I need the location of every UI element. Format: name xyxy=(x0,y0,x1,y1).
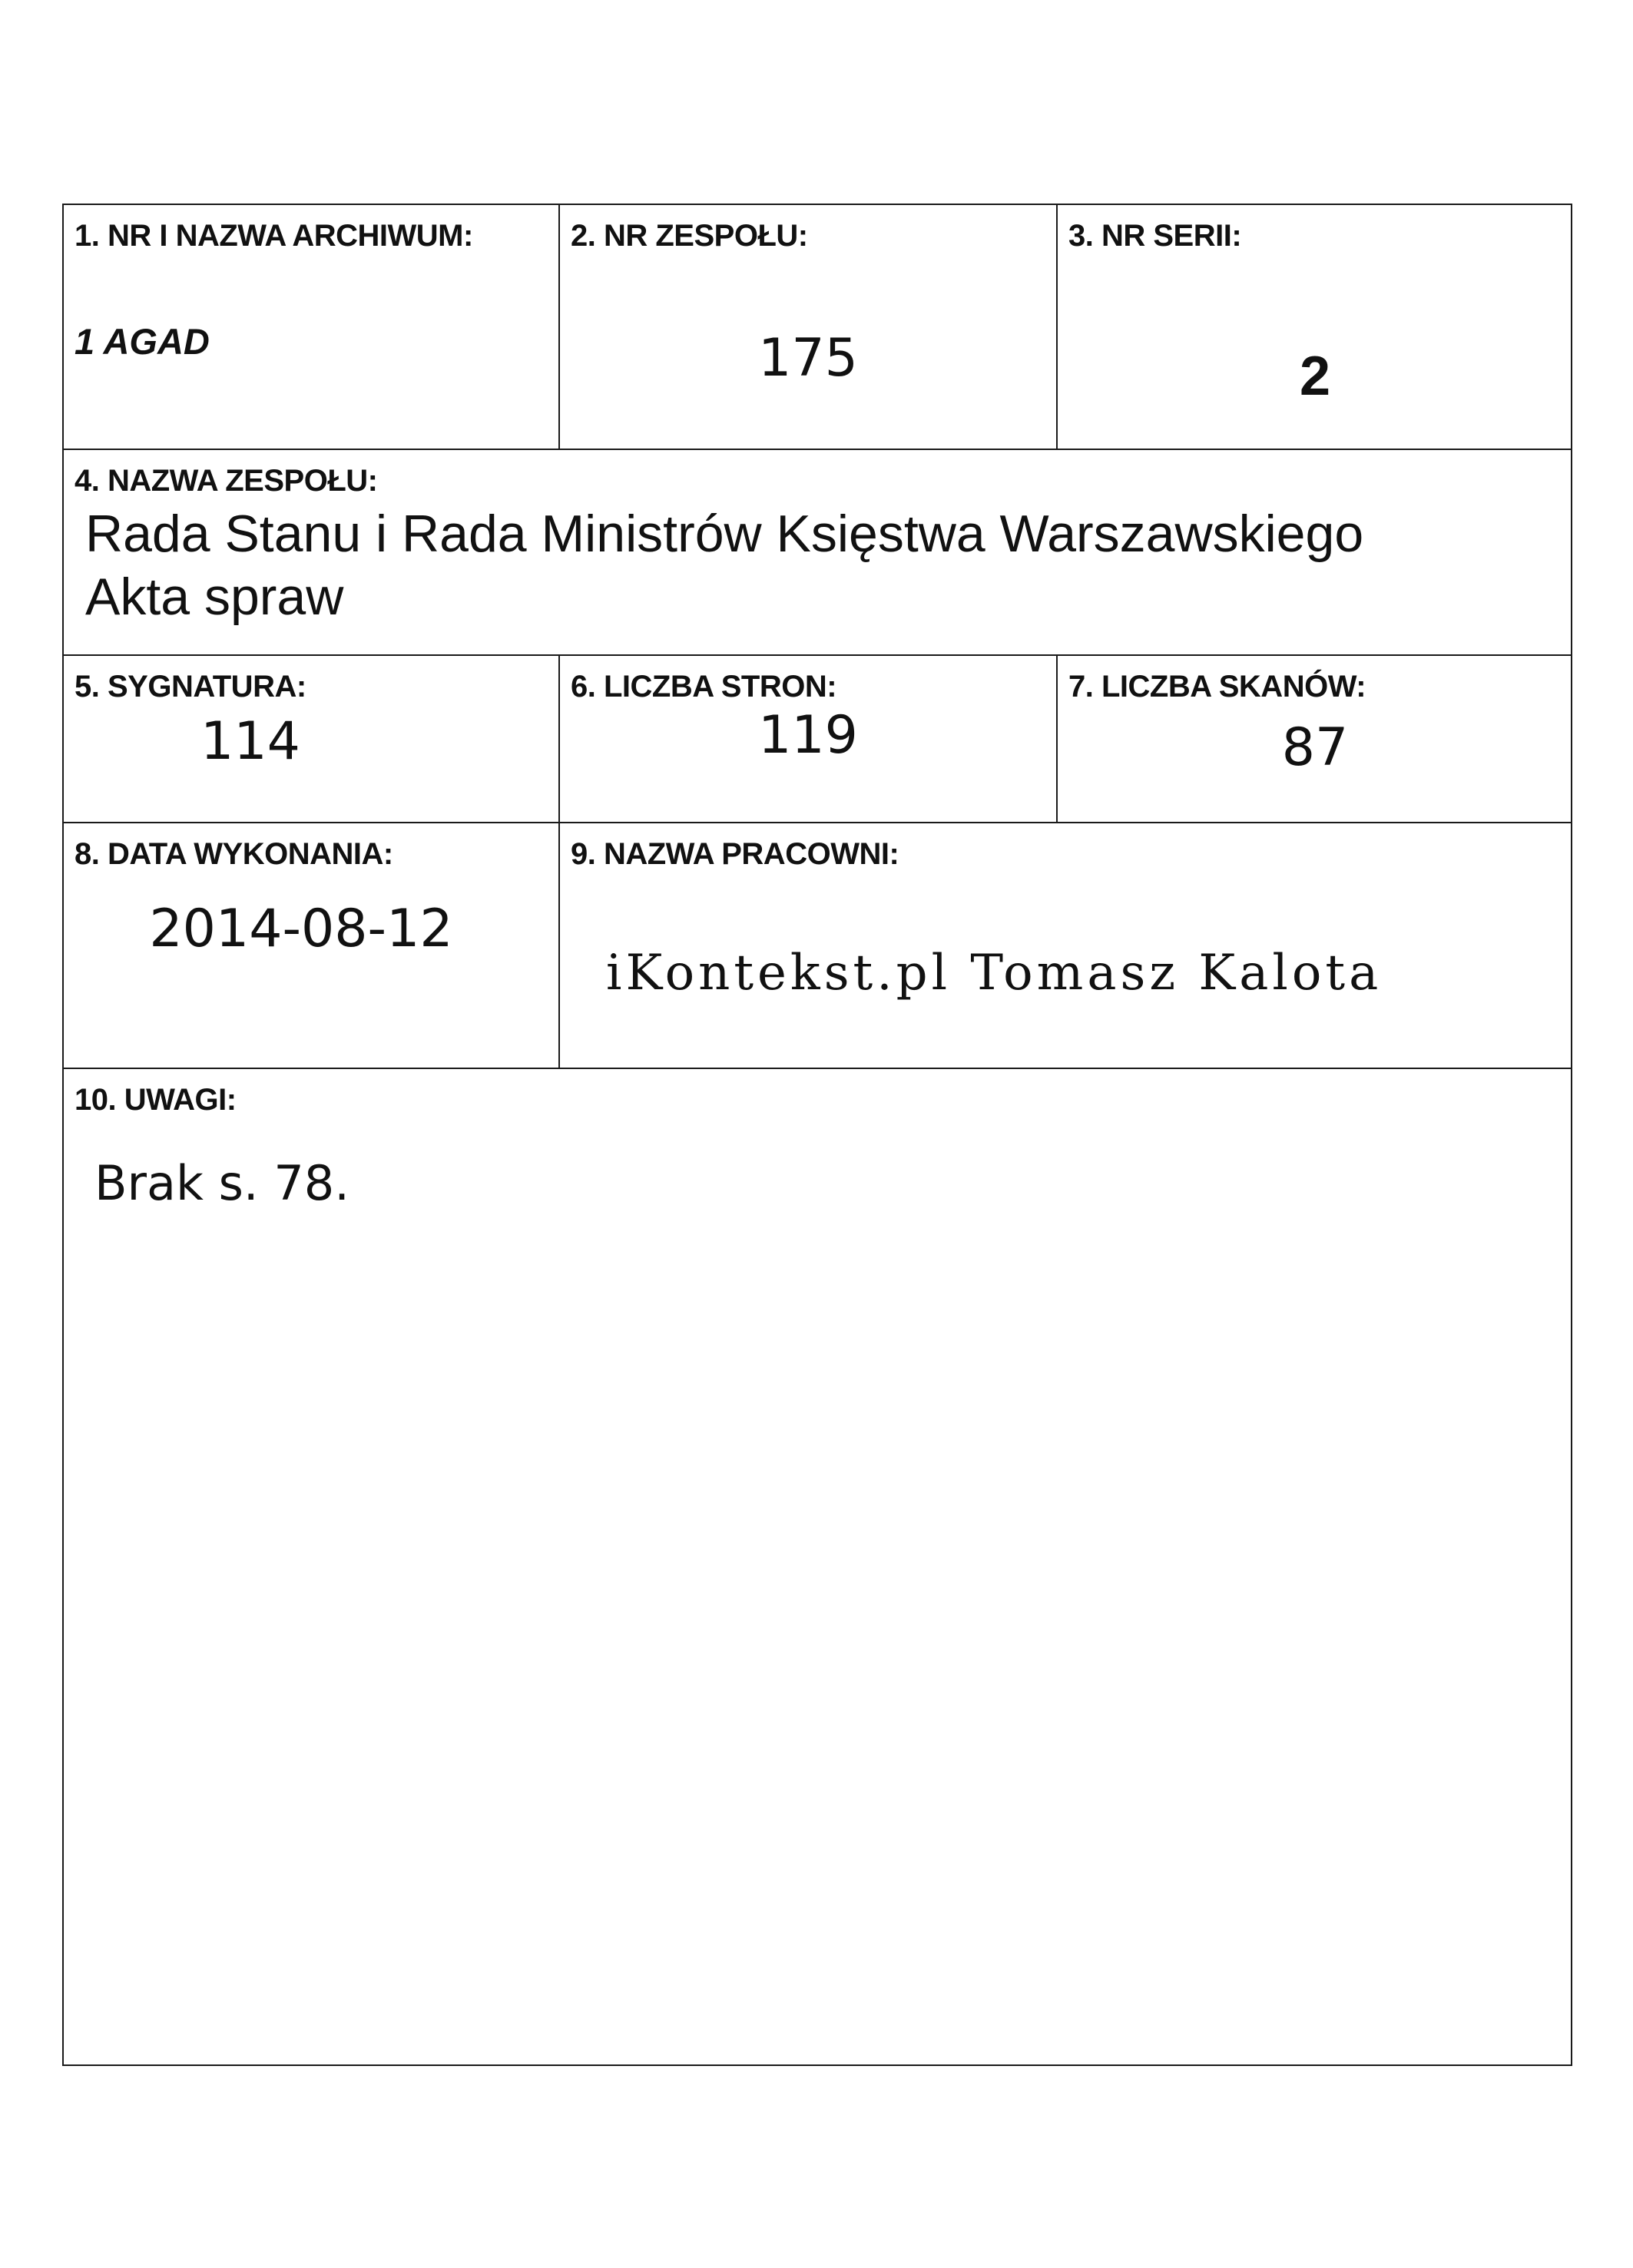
studio-cell xyxy=(560,823,1572,1069)
studio-label: 9. NAZWA PRACOWNI: xyxy=(571,837,899,871)
fonds-name-cell xyxy=(64,450,1572,656)
page-count-label: 6. LICZBA STRON: xyxy=(571,670,837,704)
page-count-value: 119 xyxy=(758,705,858,766)
scan-count-label: 7. LICZBA SKANÓW: xyxy=(1068,670,1366,704)
remarks-label: 10. UWAGI: xyxy=(75,1083,237,1117)
signature-label: 5. SYGNATURA: xyxy=(75,670,306,704)
series-number-label: 3. NR SERII: xyxy=(1068,219,1242,253)
series-number-value: 2 xyxy=(1299,346,1331,407)
archive-label: 1. NR I NAZWA ARCHIWUM: xyxy=(75,219,473,253)
fonds-name-label: 4. NAZWA ZESPOŁU: xyxy=(75,464,378,498)
studio-value: iKontekst.pl Tomasz Kalota xyxy=(606,945,1383,1002)
date-value: 2014-08-12 xyxy=(149,899,453,959)
fonds-name-line2: Akta spraw xyxy=(85,568,344,626)
signature-cell xyxy=(64,656,560,823)
scan-count-value: 87 xyxy=(1281,717,1349,778)
date-label: 8. DATA WYKONANIA: xyxy=(75,837,393,871)
remarks-cell xyxy=(64,1069,1572,2066)
fonds-number-value: 175 xyxy=(758,328,858,389)
fonds-name-line1: Rada Stanu i Rada Ministrów Księstwa Warszawskiego xyxy=(85,505,1364,563)
date-cell xyxy=(64,823,560,1069)
series-number-cell xyxy=(1058,205,1572,450)
archive-cell xyxy=(64,205,560,450)
archive-value: 1 AGAD xyxy=(75,321,210,362)
page-count-cell xyxy=(560,656,1058,823)
archive-metadata-card xyxy=(62,204,1572,2066)
fonds-number-cell xyxy=(560,205,1058,450)
scan-count-cell xyxy=(1058,656,1572,823)
signature-value: 114 xyxy=(200,711,300,772)
remarks-value: Brak s. 78. xyxy=(94,1155,349,1211)
fonds-number-label: 2. NR ZESPOŁU: xyxy=(571,219,808,253)
